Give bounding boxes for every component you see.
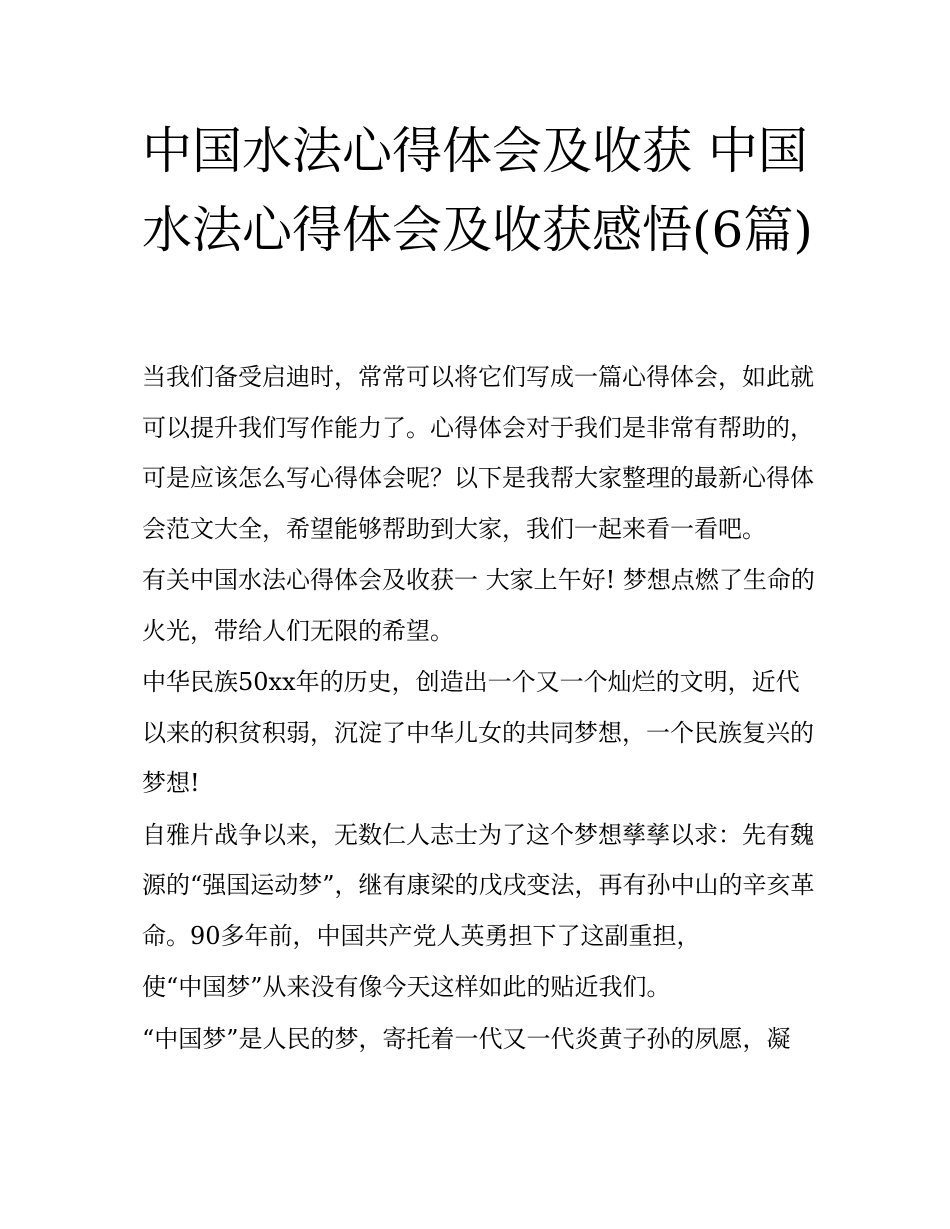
paragraph-3: 自雅片战争以来，无数仁人志士为了这个梦想孳孳以求：先有魏源的“强国运动梦”，继有康梁的戊戌变法，再有孙中山的辛亥革命。90多年前，中国共产党人英勇担下了这副重担，: [142, 820, 815, 950]
paragraph-1: 有关中国水法心得体会及收获一 大家上午好! 梦想点燃了生命的火光，带给人们无限的希望。: [142, 566, 815, 645]
document-body: [142, 352, 822, 1065]
paragraph-intro: 当我们备受启迪时，常常可以将它们写成一篇心得体会，如此就可以提升我们写作能力了。心得体会对于我们是非常有帮助的，可是应该怎么写心得体会呢？以下是我帮大家整理的最新心得体会范文大全，希望能够帮助到大家，我们一起来看一看吧。: [142, 363, 814, 543]
paragraph-5: “中国梦”是人民的梦，寄托着一代又一代炎黄子孙的夙愿，凝: [142, 1024, 791, 1053]
paragraph-4: 使“中国梦”从来没有像今天这样如此的贴近我们。: [142, 973, 671, 1001]
document-title: 中国水法心得体会及收获 中国水法心得体会及收获感悟(6篇): [142, 122, 813, 259]
paragraph-2: 中华民族50xx年的历史，创造出一个又一个灿烂的文明，近代以来的积贫积弱，沉淀了中华儿女的共同梦想，一个民族复兴的梦想!: [142, 668, 814, 797]
